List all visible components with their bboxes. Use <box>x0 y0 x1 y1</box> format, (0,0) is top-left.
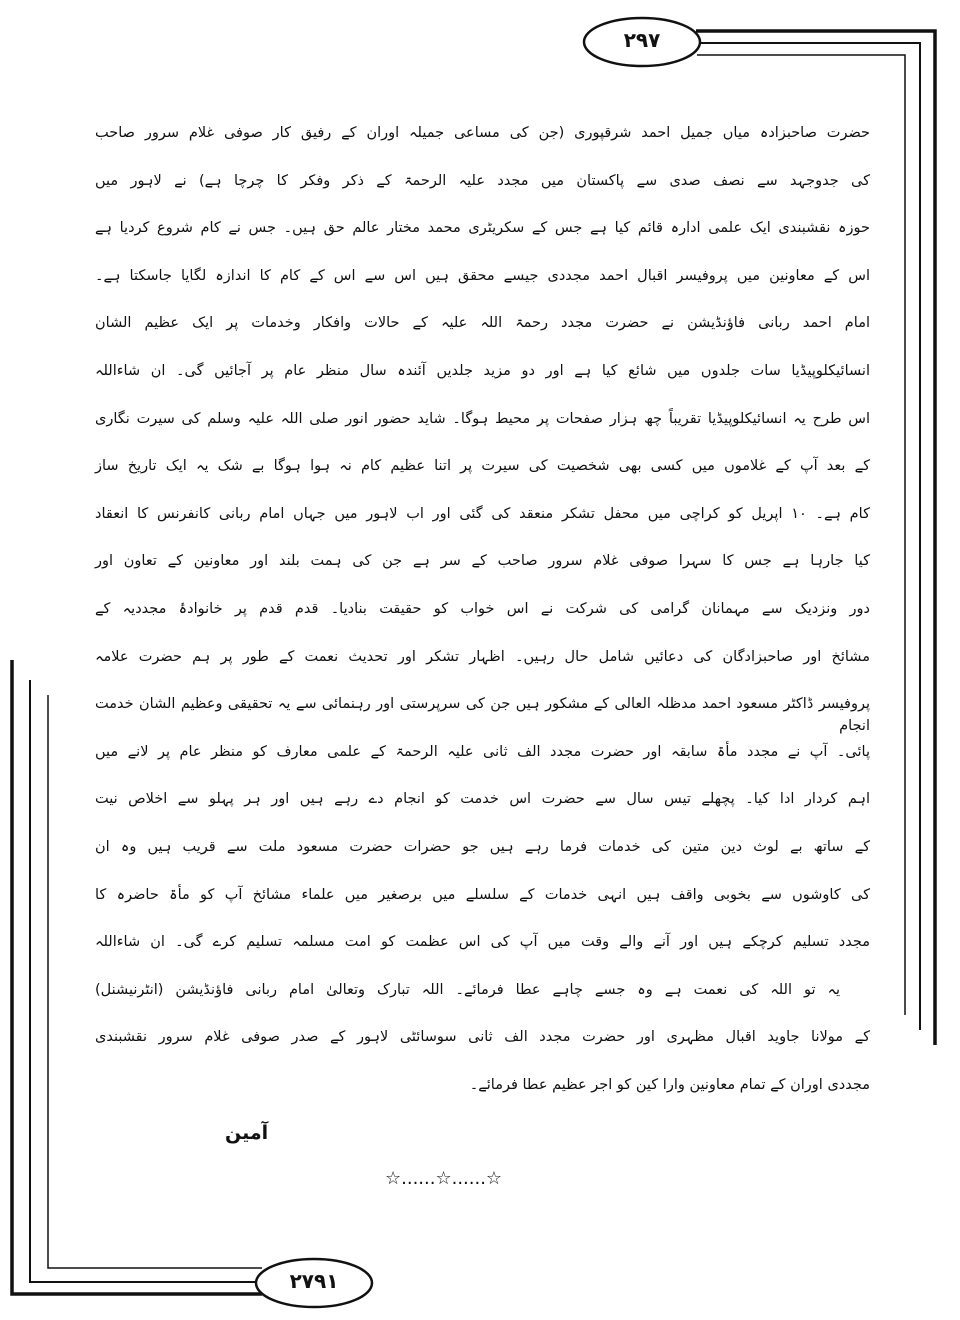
text-line: حوزہ نقشبندی ایک علمی ادارہ قائم کیا ہے جس کے سکریٹری محمد مختار عالم حق ہیں۔ جس نے کام شروع کردیا ہے <box>95 220 870 237</box>
text-line: مجدد تسلیم کرچکے ہیں اور آنے والے وقت میں آپ کی اس عظمت کو امت مسلمہ تسلیم کرے گی۔ ان شاءاللہ <box>95 934 870 951</box>
text-line: کی جدوجہد سے نصف صدی سے پاکستان میں مجدد علیہ الرحمۃ کے ذکر وفکر کا چرچا ہے) نے لاہور میں <box>95 172 870 189</box>
text-line: حضرت صاحبزادہ میاں جمیل احمد شرقپوری (جن کی مساعی جمیلہ اوران کے رفیق کار صوفی غلام سرور صاحب <box>95 125 870 141</box>
text-line: مجددی اوران کے تمام معاونین وارا کین کو اجر عظیم عطا فرمائے۔ <box>469 1077 870 1093</box>
text-line: کے مولانا جاوید اقبال مظہری اور حضرت مجدد الف ثانی سوسائٹی لاہور کے صدر صوفی غلام سرور نقشبندی <box>95 1029 870 1046</box>
closing-amen: آمین <box>225 1122 269 1144</box>
text-line: یہ تو اللہ کی نعمت ہے وہ جسے چاہے عطا فرمائے۔ اللہ تبارک وتعالیٰ امام ربانی فاؤنڈیشن (انٹرنیشنل) <box>95 981 840 998</box>
text-line: کام ہے۔ ۱۰ اپریل کو کراچی میں محفل تشکر منعقد کی گئی اور اب لاہور میں جہاں امام ربانی کانفرنس کا انعقاد <box>95 505 870 522</box>
text-line: کے بعد آپ کے غلاموں میں کسی بھی شخصیت کی سیرت پر اتنا عظیم کام نہ ہوا ہوگا بے شک یہ ایک تاریخ ساز <box>95 458 870 475</box>
page-number-top: ۲۹۷ <box>623 28 661 52</box>
border-line-inner-right <box>697 55 905 1015</box>
text-line: اہم کردار ادا کیا۔ پچھلے تیس سال سے حضرت اس خدمت کو انجام دے رہے ہیں اور ہر پہلو سے اخلاص نیت <box>95 791 870 808</box>
text-line: امام احمد ربانی فاؤنڈیشن نے حضرت مجدد رحمۃ اللہ علیہ کے حالات وافکار وخدمات پر ایک عظیم الشان <box>95 315 870 332</box>
text-line: کی کاوشوں سے بخوبی واقف ہیں انہی خدمات کے سلسلے میں برصغیر میں علماء مشائخ آپ کو مأۃ حاضرہ کا <box>95 886 870 903</box>
page-number-bottom: ۲۷۹۱ <box>289 1269 339 1293</box>
text-line: اس کے معاونین میں پروفیسر اقبال احمد مجددی جیسے محقق ہیں اس سے اس کے کام کا اندازہ لگایا جاسکتا ہے۔ <box>95 267 870 284</box>
text-line: کیا جارہا ہے جس کا سہرا صوفی غلام سرور صاحب کے سر ہے جن کی ہمت بلند اور معاونین کے تعاون اور <box>95 553 870 570</box>
star-separator: ☆......☆......☆ <box>385 1168 503 1189</box>
text-line: انسائیکلوپیڈیا سات جلدوں میں شائع کیا ہے اور دو مزید جلدیں آئندہ سال منظر عام پر آجائیں گی۔ ان شاءاللہ <box>95 363 870 379</box>
text-line: پائی۔ آپ نے مجدد مأۃ سابقہ اور حضرت مجدد الف ثانی علیہ الرحمۃ کے علمی معارف کو منظر عام پر لانے میں <box>95 743 870 760</box>
text-line: دور ونزدیک سے مہمانان گرامی کی شرکت نے اس خواب کو حقیقت بنادیا۔ قدم قدم پر خانوادۂ مجددیہ کے <box>95 601 870 617</box>
text-line: اس طرح یہ انسائیکلوپیڈیا تقریباً چھ ہزار صفحات پر محیط ہوگا۔ شاید حضور انور صلی اللہ علیہ وسلم کی سیرت نگاری <box>95 410 870 427</box>
text-line: مشائخ اور صاحبزادگان کی دعائیں شامل حال رہیں۔ اظہار تشکر اور تحدیث نعمت کے طور پر ہم حضرت علامہ <box>95 648 870 665</box>
text-line: کے ساتھ بے لوث دین متین کی خدمات فرما رہے ہیں جو حضرات حضرت مسعود ملت سے قریب ہیں وہ ان <box>95 839 870 855</box>
text-line: پروفیسر ڈاکٹر مسعود احمد مدظلہ العالی کے مشکور ہیں جن کی سرپرستی اور رہنمائی سے یہ تحقیقی وعظیم الشان خدمت انجام <box>95 696 870 735</box>
